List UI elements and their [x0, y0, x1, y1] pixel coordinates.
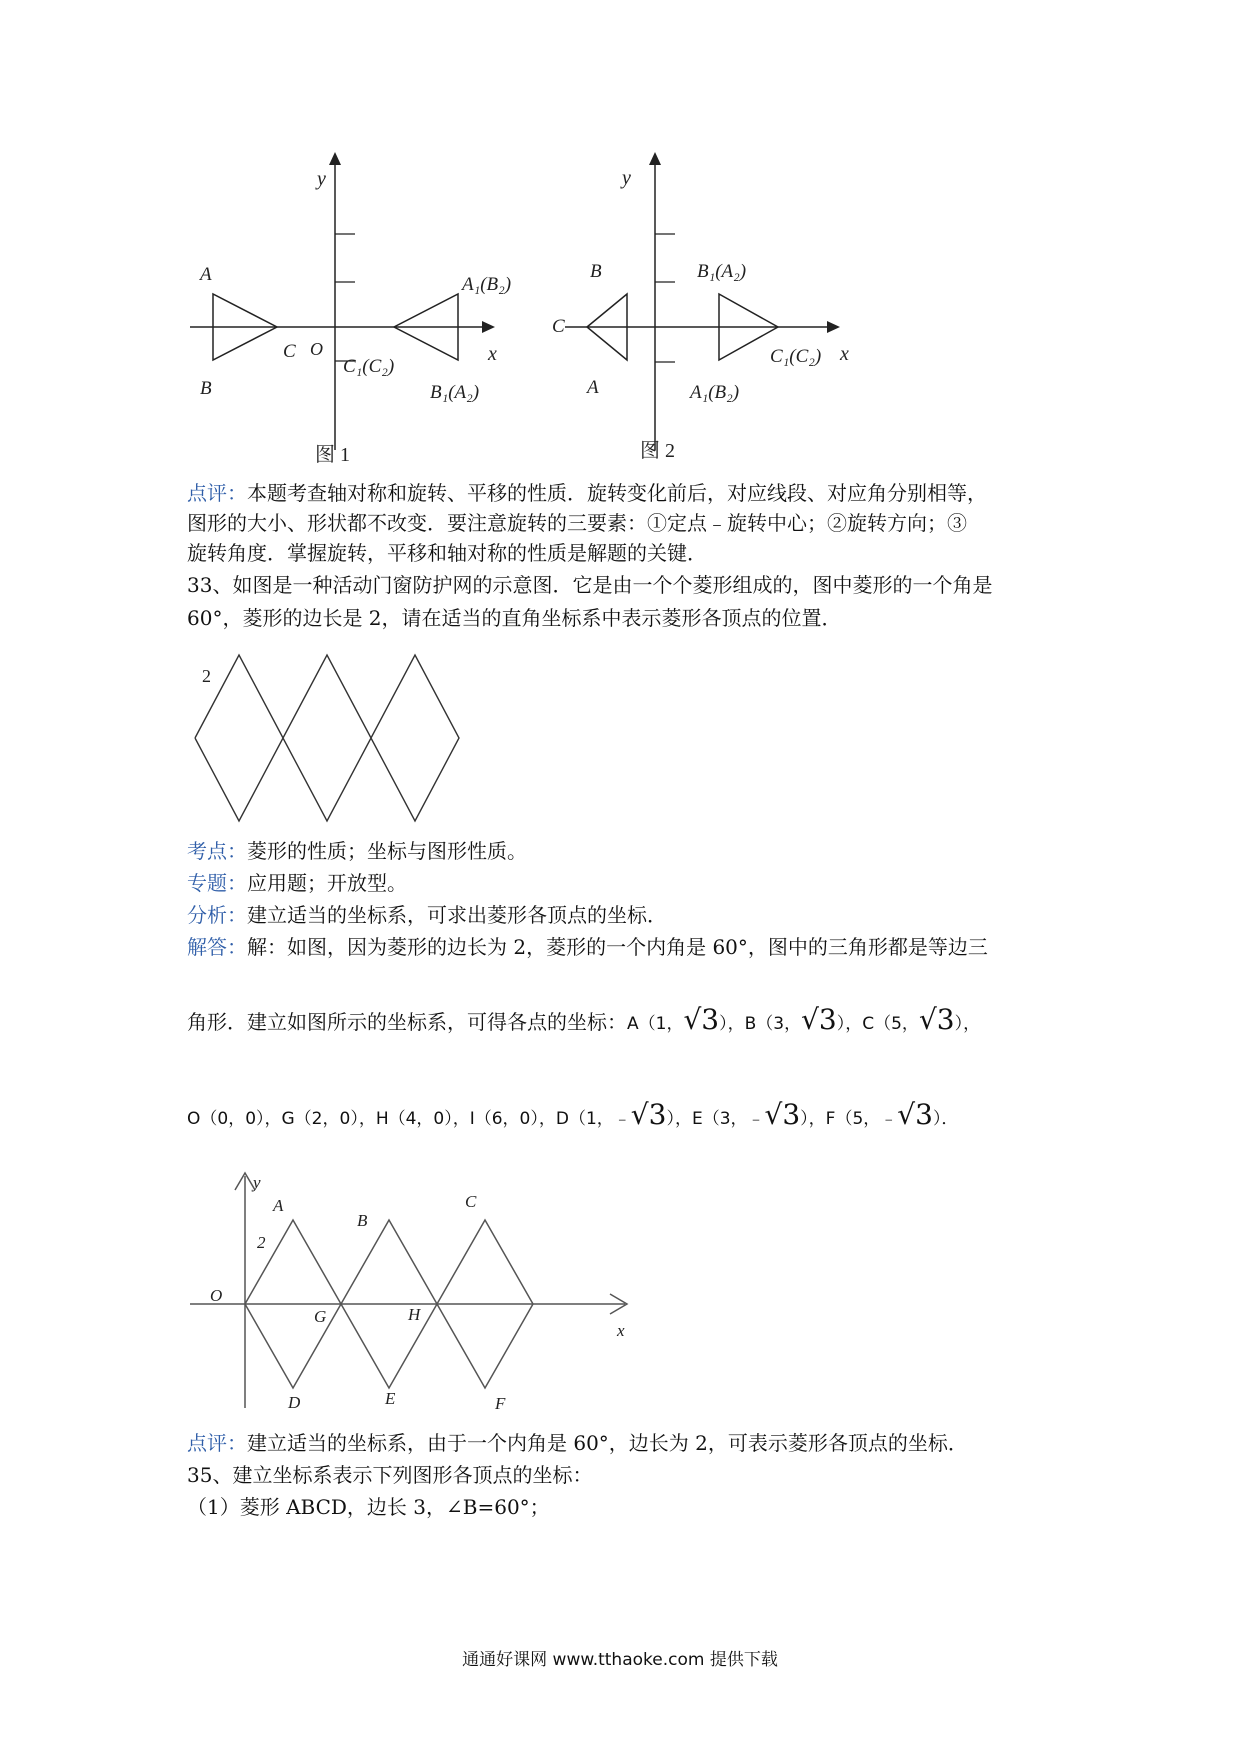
vertex-e-label: E [385, 1389, 396, 1408]
vertex-c1c2-label: C₁(C₂) [770, 346, 822, 367]
origin-label: O [210, 1286, 223, 1305]
axis-y-label: y [622, 167, 631, 189]
vertex-b-label: B [590, 261, 602, 282]
vertex-h-label: H [408, 1305, 421, 1324]
figure-2-caption: 图 2 [640, 440, 675, 462]
zhuanti-label: 专题： [187, 871, 247, 895]
review-1-line-1: 点评：本题考查轴对称和旋转、平移的性质．旋转变化前后，对应线段、对应角分别相等， [187, 481, 987, 505]
vertex-b-label: B [200, 378, 212, 399]
vertex-c-label: C [552, 316, 565, 337]
vertex-c-label: C [283, 341, 296, 362]
figure-1-caption: 图 1 [315, 444, 350, 466]
vertex-a1b2-label: A₁(B₂) [462, 274, 512, 295]
review-1-line-2: 图形的大小、形状都不改变．要注意旋转的三要素：①定点﹣旋转中心；②旋转方向；③ [187, 511, 967, 535]
fenxi-line: 分析：建立适当的坐标系，可求出菱形各顶点的坐标． [187, 903, 667, 927]
vertex-c-label: C [465, 1192, 477, 1211]
jieda-line-3: O（0，0），G（2，0），H（4，0），I（6，0），D（1，﹣√3），E（3，﹣√3），F（5，﹣√3）． [187, 1098, 959, 1131]
axis-y-label: y [317, 168, 326, 190]
side-length-label: 2 [202, 666, 211, 686]
axis-y-label: y [253, 1173, 261, 1192]
figure-3-lattice [190, 652, 500, 827]
axis-x-label: x [488, 343, 497, 365]
sqrt3: √3 [918, 1003, 955, 1036]
vertex-c1c2-label: C₁(C₂) [343, 356, 395, 377]
figure-4-coordinate-lattice [185, 1168, 645, 1418]
axis-x-label: x [840, 343, 849, 365]
sqrt3: √3 [683, 1003, 720, 1036]
question-33-line-2: 60°，菱形的边长是 2，请在适当的直角坐标系中表示菱形各顶点的位置． [187, 606, 842, 630]
vertex-b1a2-label: B₁(A₂) [430, 382, 480, 403]
review-1-line-3: 旋转角度．掌握旋转，平移和轴对称的性质是解题的关键． [187, 541, 707, 565]
vertex-a-label: A [200, 264, 212, 285]
review-label: 点评： [187, 481, 247, 505]
figure-2 [552, 150, 960, 470]
kaodian-label: 考点： [187, 839, 247, 863]
sqrt3: √3 [630, 1098, 667, 1131]
question-35-line-2: （1）菱形 ABCD，边长 3，∠B=60°； [187, 1495, 550, 1519]
vertex-a-label: A [273, 1196, 284, 1215]
vertex-b1a2-label: B₁(A₂) [697, 261, 747, 282]
axis-x-label: x [617, 1321, 625, 1340]
jieda-line-2: 角形．建立如图所示的坐标系，可得各点的坐标：A（1，√3），B（3，√3），C（5，√3）， [187, 1003, 981, 1036]
kaodian-line: 考点：菱形的性质；坐标与图形性质。 [187, 839, 527, 863]
sqrt3: √3 [801, 1003, 837, 1036]
footer-text: 通通好课网 www.tthaoke.com 提供下载 [462, 1650, 778, 1670]
side-length-label: 2 [257, 1233, 266, 1252]
jieda-line-1: 解答：解：如图，因为菱形的边长为 2，菱形的一个内角是 60°，图中的三角形都是等边三 [187, 935, 988, 959]
sqrt3: √3 [764, 1098, 801, 1131]
jieda-label: 解答： [187, 935, 247, 959]
vertex-d-label: D [288, 1393, 301, 1412]
vertex-b-label: B [357, 1211, 368, 1230]
vertex-g-label: G [314, 1307, 327, 1326]
question-33-line-1: 33、如图是一种活动门窗防护网的示意图．它是由一个个菱形组成的，图中菱形的一个角是 [187, 573, 993, 597]
review-2-line: 点评：建立适当的坐标系，由于一个内角是 60°，边长为 2，可表示菱形各顶点的坐标． [187, 1431, 968, 1455]
vertex-f-label: F [495, 1394, 506, 1413]
figure-1 [180, 150, 520, 470]
vertex-a-label: A [587, 377, 599, 398]
question-35-line-1: 35、建立坐标系表示下列图形各顶点的坐标： [187, 1463, 593, 1487]
fenxi-label: 分析： [187, 903, 247, 927]
origin-label: O [310, 339, 323, 359]
zhuanti-line: 专题：应用题；开放型。 [187, 871, 407, 895]
sqrt3: √3 [897, 1098, 933, 1131]
review-label: 点评： [187, 1431, 247, 1455]
vertex-a1b2-label: A₁(B₂) [690, 382, 740, 403]
